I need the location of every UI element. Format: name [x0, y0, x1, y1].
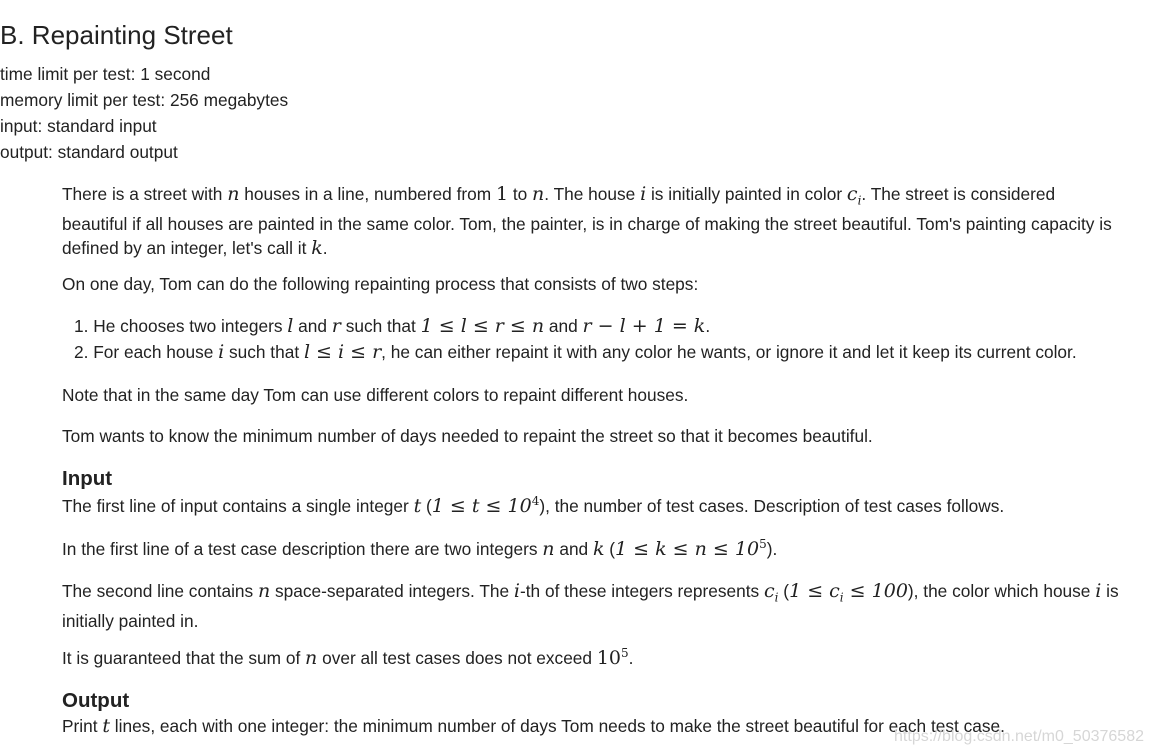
statement-paragraph-4: Tom wants to know the minimum number of days needed to repaint the street so that it becomes beautiful. [62, 426, 873, 446]
list-item-step-1: 1. He chooses two integers l and r such that 1 ≤ l ≤ r ≤ n and r − l + 1 = k. [74, 315, 711, 337]
problem-title: B. Repainting Street [0, 20, 233, 50]
statement-paragraph-2: On one day, Tom can do the following repainting process that consists of two steps: [62, 274, 699, 294]
memory-limit: memory limit per test: 256 megabytes [0, 90, 289, 110]
output-paragraph-1: Print t lines, each with one integer: the minimum number of days Tom needs to make the street beautiful for each test case. [62, 715, 1005, 737]
watermark: https://blog.csdn.net/m0_50376582 [894, 728, 1144, 745]
input-file: input: standard input [0, 116, 157, 136]
list-item-step-2: 2. For each house i such that l ≤ i ≤ r, he can either repaint it with any color he wants, or ignore it and let it keep its current color. [74, 341, 1077, 363]
input-paragraph-2: In the first line of a test case description there are two integers n and k $(1 \le k \le n \le 10^5)$. [62, 537, 778, 560]
statement-paragraph-1: There is a street with n houses in a line, numbered from 1 to n. The house i is initially painted in color $c_i$. The street is considered beautiful if all houses are painted in the same color. Tom, the painter, is in charge of making the street beautiful. Tom's painting capacity is defined by an integer, let's call it k. [62, 183, 1112, 260]
time-limit: time limit per test: 1 second [0, 64, 211, 84]
input-paragraph-4: It is guaranteed that the sum of n over all test cases does not exceed $10^5$. [62, 646, 634, 669]
input-paragraph-3: The second line contains n space-separated integers. The i-th of these integers represents $c_i$ $(1 \le c_i \le 100)$, the color which house i is initially painted in. [62, 580, 1119, 632]
output-file: output: standard output [0, 142, 178, 162]
output-heading: Output [62, 689, 130, 712]
statement-paragraph-3: Note that in the same day Tom can use different colors to repaint different houses. [62, 385, 689, 405]
input-paragraph-1: The first line of input contains a single integer t $(1 \le t \le 10^4)$, the number of test cases. Description of test cases follows. [62, 494, 1005, 517]
input-heading: Input [62, 467, 113, 490]
